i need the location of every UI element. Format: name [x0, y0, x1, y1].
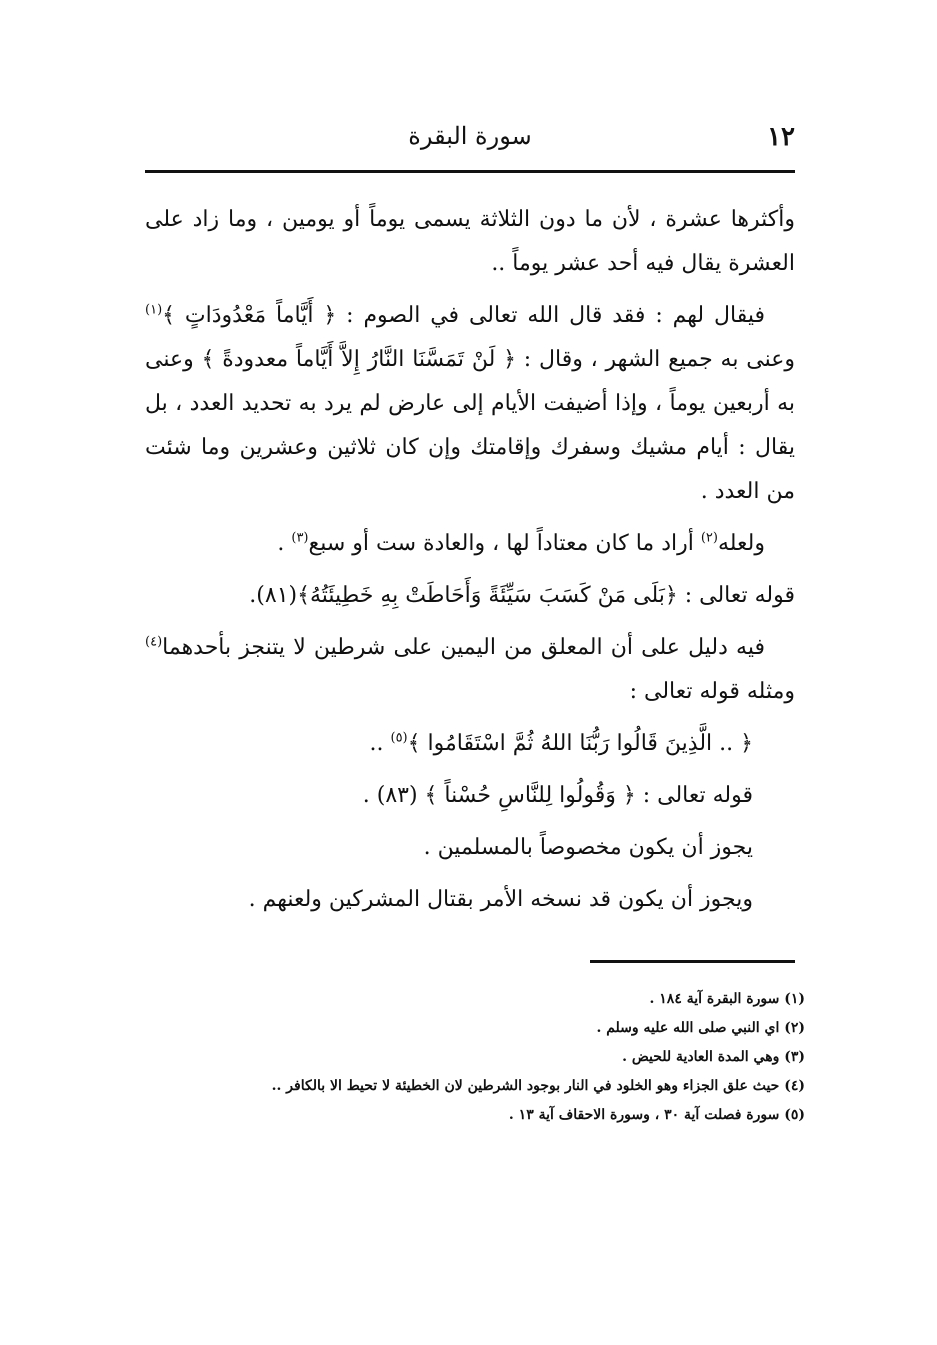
paragraph: قوله تعالى : ﴿ وَقُولُوا لِلنَّاسِ حُسْناً ﴾ (٨٣) . — [362, 783, 753, 808]
paragraph: فيقال لهم : فقد قال الله تعالى في الصوم : ﴿ أَيَّاماً مَعْدُودَاتٍ ﴾$^{(١)}$ وعنى به جميع الشهر ، وقال : ﴿ لَنْ تَمَسَّنَا النَّارُ إِلاَّ أَيَّاماً معدودةً ﴾ وعنى به أربعين يوماً ، وإذا أضيفت الأيام إلى عارض لم يرد به تحديد العدد ، بل يقال : أيام مشيك وسفرك وإقامتك وإن كان ثلاثين وعشرين وما شئت من العدد . — [145, 302, 795, 504]
quran-verse: ﴿ .. الَّذِينَ قَالُوا رَبُّنَا اللهُ ثُمَّ اسْتَقَامُوا ﴾$^{(٥)}$ .. — [369, 730, 753, 756]
main-text — [145, 198, 795, 930]
footnote-item: (٣) وهي المدة العادية للحيض . — [622, 1049, 805, 1065]
paragraph: ويجوز أن يكون قد نسخه الأمر بقتال المشركين ولعنهم . — [248, 887, 753, 912]
footnote-ref: (٣) — [291, 530, 309, 546]
footnote-item: (١) سورة البقرة آية ١٨٤ . — [649, 991, 805, 1007]
footnote-item: (٤) حيث علق الجزاء وهو الخلود في النار بوجود الشرطين لان الخطيئة لا تحيط الا بالكافر .. — [271, 1078, 805, 1094]
footnotes — [145, 985, 805, 1130]
footnote-divider — [590, 960, 795, 963]
footnote-item: (٥) سورة فصلت آية ٣٠ ، وسورة الاحقاف آية ١٣ . — [508, 1107, 805, 1123]
footnote-ref: (٢) — [700, 530, 718, 546]
header-divider — [145, 170, 795, 173]
paragraph: قوله تعالى : ﴿بَلَى مَنْ كَسَبَ سَيِّئَةً وَأَحَاطَتْ بِهِ خَطِيئَتُهُ﴾(٨١). — [249, 583, 795, 608]
paragraph: يجوز أن يكون مخصوصاً بالمسلمين . — [423, 835, 753, 860]
footnote-ref: (٥) — [390, 730, 408, 746]
page-header — [145, 118, 795, 162]
paragraph: وأكثرها عشرة ، لأن ما دون الثلاثة يسمى يوماً أو يومين ، وما زاد على العشرة يقال فيه أحد عشر يوماً .. — [145, 207, 795, 276]
footnote-ref: (١) — [145, 302, 163, 318]
footnote-ref: (٤) — [145, 634, 163, 650]
paragraph: ولعله$^{(٢)}$ أراد ما كان معتاداً لها ، والعادة ست أو سبع$^{(٣)}$ . — [277, 530, 765, 556]
footnote-item: (٢) اي النبي صلى الله عليه وسلم . — [596, 1020, 805, 1036]
paragraph: فيه دليل على أن المعلق من اليمين على شرطين لا يتنجز بأحدهما$^{(٤)}$ ومثله قوله تعالى : — [145, 634, 795, 704]
page-number: ١٢ — [767, 122, 795, 152]
running-title: سورة البقرة — [408, 122, 532, 150]
